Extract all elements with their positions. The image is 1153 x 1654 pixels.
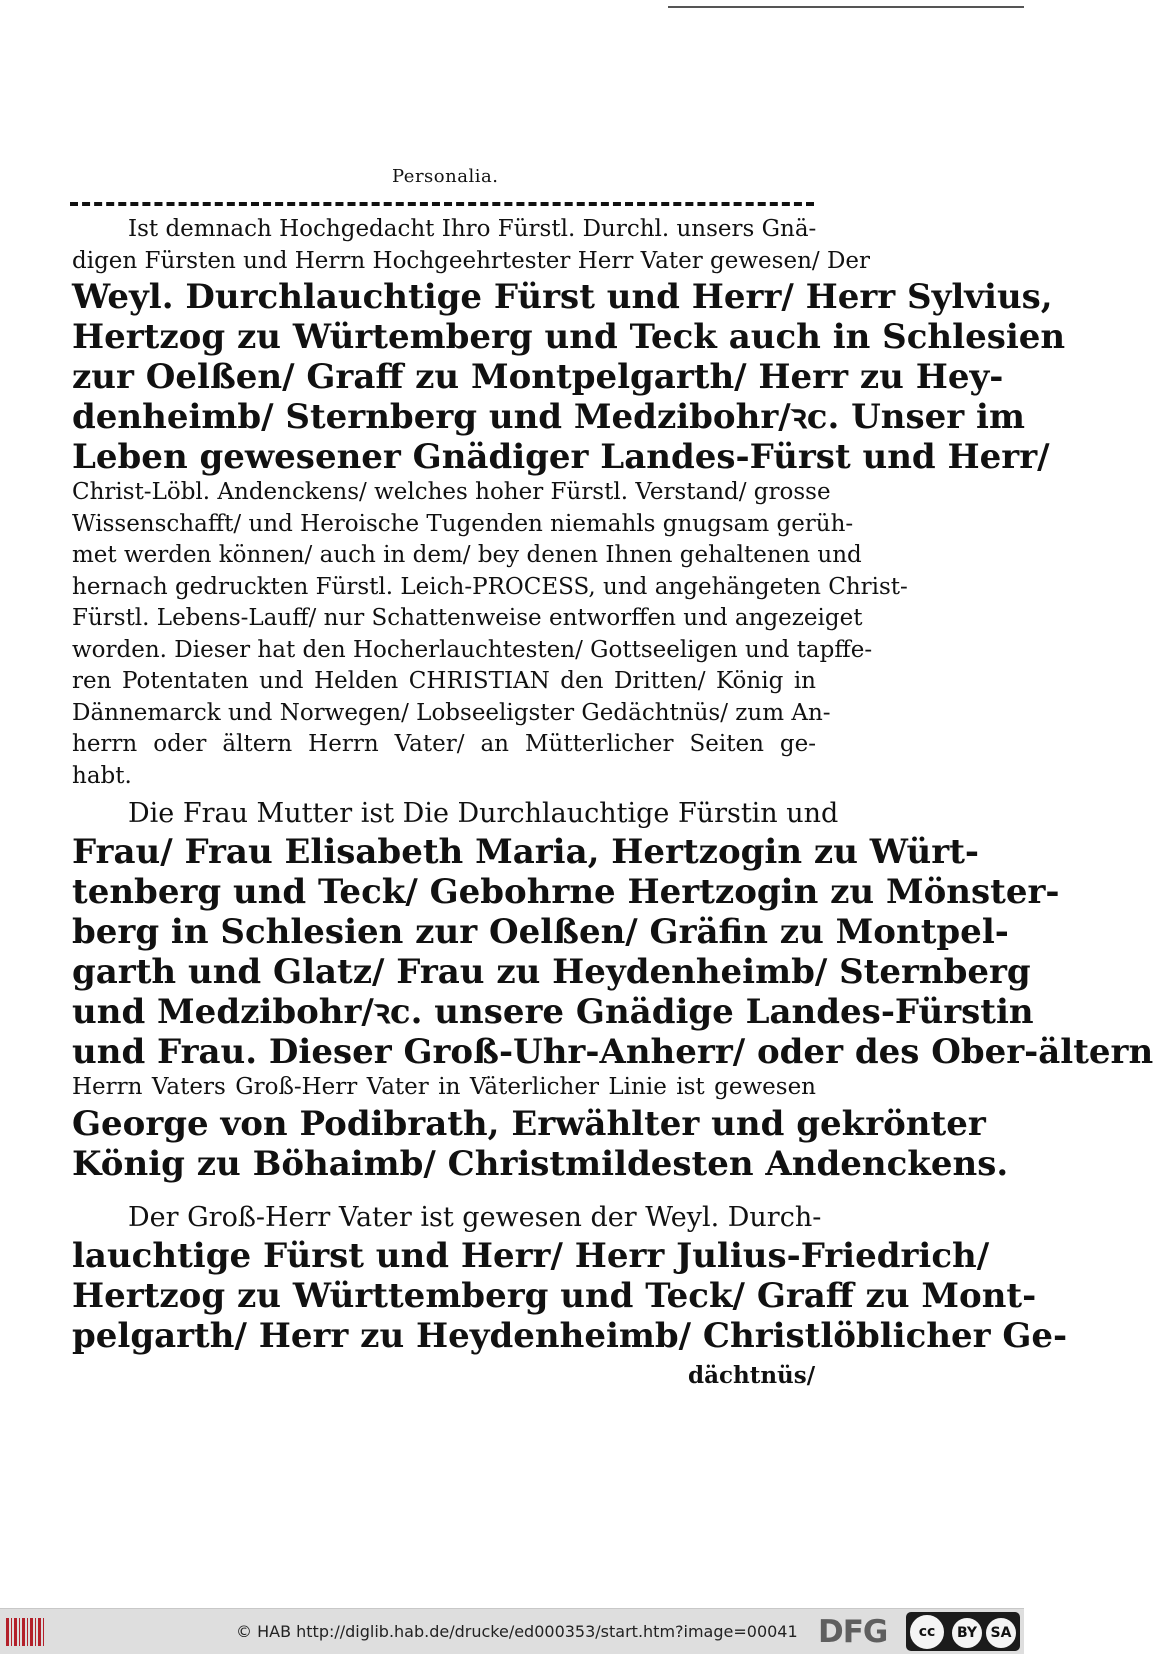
text-line: Herrn Vaters Groß-Herr Vater in Väterlicher Linie ist gewesen <box>72 1074 816 1100</box>
text-line: Dännemarck und Norwegen/ Lobseeligster Gedächtnüs/ zum An- <box>72 699 831 726</box>
viewer-footer <box>0 1608 1024 1654</box>
text-line: tenberg und Teck/ Gebohrne Hertzogin zu Mönster- <box>72 872 1060 912</box>
text-line: König zu Böhaimb/ Christmildesten Andenckens. <box>72 1143 1009 1184</box>
dfg-logo[interactable]: DFG <box>818 1614 888 1650</box>
paragraph-3 <box>72 1200 1068 1356</box>
text-line: zur Oelßen/ Graff zu Montpelgarth/ Herr zu Hey- <box>72 357 1004 397</box>
text-line: berg in Schlesien zur Oelßen/ Gräfin zu Montpel- <box>72 912 1009 952</box>
copyright-url[interactable]: © HAB http://diglib.hab.de/drucke/ed000353/start.htm?image=00041 <box>236 1622 798 1641</box>
by-icon: BY <box>950 1616 984 1650</box>
text-line: Christ-Löbl. Andenckens/ welches hoher Fürstl. Verstand/ grosse <box>72 479 831 505</box>
paragraph-1 <box>72 214 1066 792</box>
text-line: und Medzibohr/ꝛc. unsere Gnädige Landes-Fürstin <box>72 992 1034 1032</box>
cc-icon: cc <box>908 1613 946 1651</box>
text-line: und Frau. Dieser Groß-Uhr-Anherr/ oder des Ober-ältern <box>72 1032 1153 1072</box>
text-line: lauchtige Fürst und Herr/ Herr Julius-Friedrich/ <box>72 1236 990 1276</box>
text-line: digen Fürsten und Herrn Hochgeehrtester Herr Vater gewesen/ Der <box>72 247 871 274</box>
text-line: denheimb/ Sternberg und Medzibohr/ꝛc. Unser im <box>72 397 1025 437</box>
cc-license-badge[interactable] <box>906 1612 1020 1651</box>
text-line: Leben gewesener Gnädiger Landes-Fürst und Herr/ <box>72 437 1050 477</box>
text-line: Hertzog zu Würtemberg und Teck auch in Schlesien <box>72 317 1066 357</box>
text-line: Die Frau Mutter ist Die Durchlauchtige Fürstin und <box>128 798 839 829</box>
text-line: hernach gedruckten Fürstl. Leich-PROCESS, und angehängeten Christ- <box>72 573 908 600</box>
barcode-icon <box>6 1618 44 1646</box>
text-line: pelgarth/ Herr zu Heydenheimb/ Christlöblicher Ge- <box>72 1316 1068 1356</box>
text-line: Wissenschafft/ und Heroische Tugenden niemahls gnugsam gerüh- <box>72 510 854 537</box>
running-header: Personalia. <box>392 166 499 187</box>
catchword: dächtnüs/ <box>688 1362 816 1389</box>
text-line: Der Groß-Herr Vater ist gewesen der Weyl. Durch- <box>128 1202 822 1233</box>
text-line: herrn oder ältern Herrn Vater/ an Mütterlicher Seiten ge- <box>72 731 816 757</box>
text-line: ren Potentaten und Helden CHRISTIAN den Dritten/ König in <box>72 668 816 694</box>
text-line: Weyl. Durchlauchtige Fürst und Herr/ Herr Sylvius, <box>72 277 1053 317</box>
text-line: habt. <box>72 762 132 789</box>
text-line: Fürstl. Lebens-Lauff/ nur Schattenweise entworffen und angezeiget <box>72 605 863 631</box>
text-line: worden. Dieser hat den Hocherlauchtesten/ Gottseeligen und tapffe- <box>72 636 873 663</box>
text-line: Hertzog zu Württemberg und Teck/ Graff zu Mont- <box>72 1276 1037 1316</box>
text-line: Frau/ Frau Elisabeth Maria, Hertzogin zu Würt- <box>72 832 980 872</box>
text-line: garth und Glatz/ Frau zu Heydenheimb/ Sternberg <box>72 952 1031 992</box>
header-divider <box>70 202 814 206</box>
sa-icon: SA <box>984 1616 1018 1650</box>
top-rule <box>668 6 1024 8</box>
text-line: George von Podibrath, Erwählter und gekrönter <box>72 1103 986 1144</box>
paragraph-2 <box>72 796 1153 1184</box>
text-line: met werden können/ auch in dem/ bey denen Ihnen gehaltenen und <box>72 542 862 568</box>
text-line: Ist demnach Hochgedacht Ihro Fürstl. Durchl. unsers Gnä- <box>128 216 817 242</box>
